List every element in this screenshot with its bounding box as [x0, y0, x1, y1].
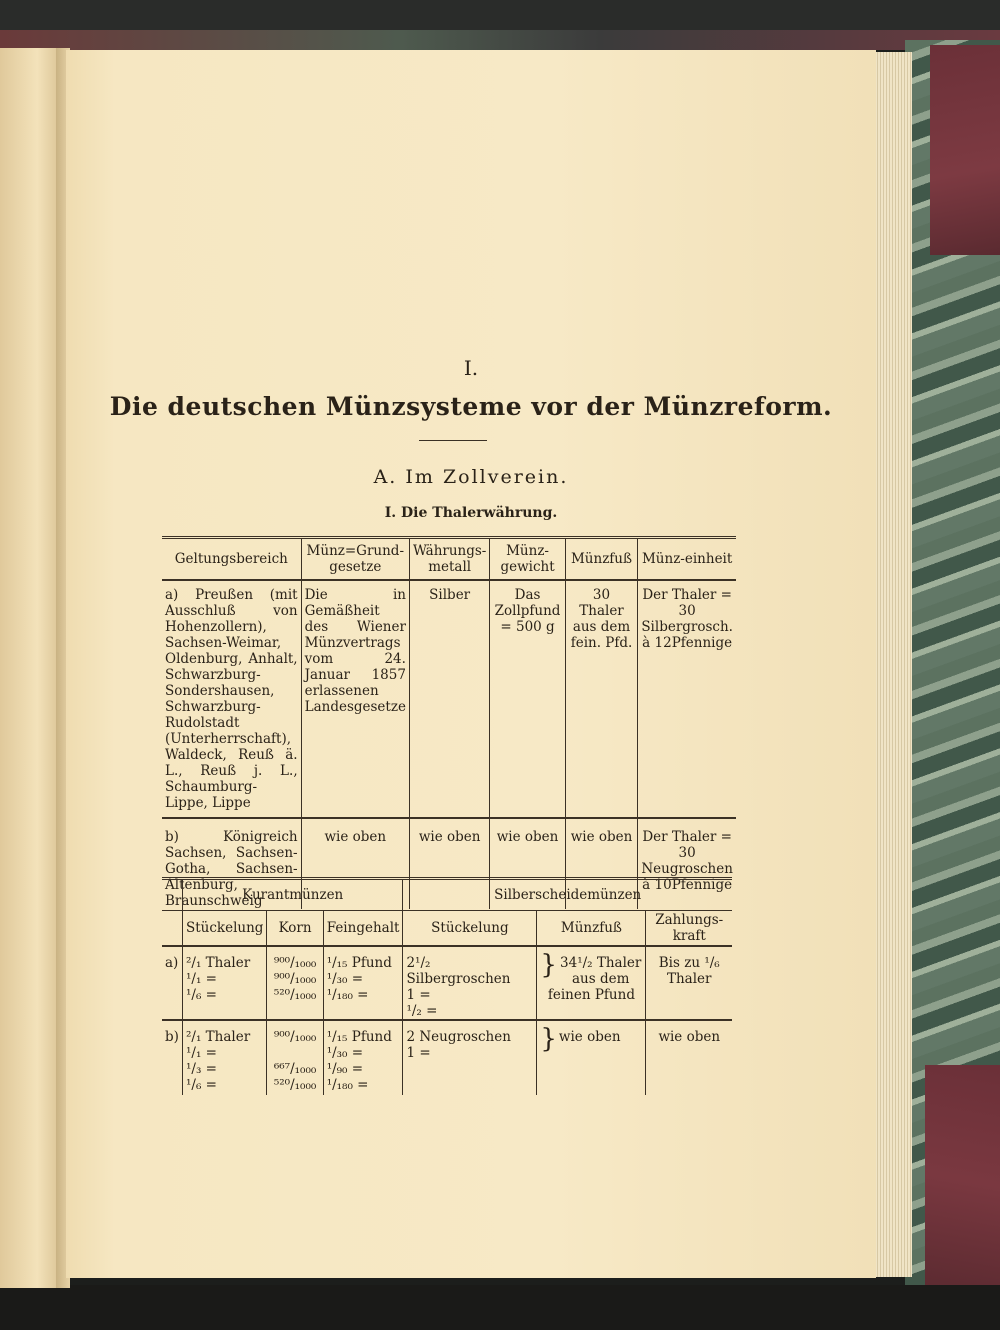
cell-line: ¹/₆ =	[185, 1077, 217, 1093]
cell-line: ⁶⁶⁷/₁₀₀₀	[273, 1061, 317, 1077]
cover-edge	[0, 30, 1000, 50]
table-cell: 30 Thaler aus dem fein. Pfd.	[565, 580, 638, 818]
table-cell: Der Thaler = 30 Silbergrosch. à 12Pfennige	[638, 580, 736, 818]
cell-line: ⁹⁰⁰/₁₀₀₀	[273, 955, 317, 971]
cell-line: ¹/₁₈₀ =	[326, 987, 369, 1003]
table-cell: b) Königreich Sachsen, Sachsen-Gotha, Sachsen-Altenburg, Braunschweig	[165, 829, 298, 909]
row-label: a)	[162, 946, 182, 1020]
column-header: Münz-einheit	[638, 538, 736, 581]
row-label: b)	[165, 1029, 179, 1045]
table-header-row	[162, 911, 732, 947]
table-cell	[182, 946, 266, 1020]
chapter-numeral: I.	[463, 356, 479, 380]
group-header-row	[162, 879, 732, 911]
cell-line: ²/₁ Thaler	[185, 1029, 251, 1045]
section-heading: A. Im Zollverein.	[373, 466, 569, 488]
cell-line: 1 =	[406, 987, 431, 1003]
blank-header	[162, 879, 182, 911]
cell-line: 2 Neugroschen	[406, 1029, 511, 1045]
cell-text: wie oben	[558, 1029, 621, 1045]
right-page	[66, 50, 876, 1278]
table-cell	[267, 1020, 323, 1095]
cell-line: 1 =	[406, 1045, 431, 1061]
cell-line: ¹/₁ =	[185, 971, 217, 987]
table-cell	[403, 946, 537, 1020]
column-header: Geltungsbereich	[162, 538, 301, 581]
brace-glyph: }	[540, 1024, 557, 1054]
column-header: Korn	[267, 911, 323, 947]
cell-line: ²/₁ Thaler	[185, 955, 251, 971]
column-header: Münzfuß	[565, 538, 638, 581]
table-header-row	[162, 538, 736, 581]
group-header: Kurantmünzen	[182, 879, 402, 911]
divider	[419, 440, 487, 441]
cell-line: ⁹⁰⁰/₁₀₀₀	[273, 971, 317, 987]
column-header: Stückelung	[182, 911, 266, 947]
cell-line: ¹/₃ =	[185, 1061, 217, 1077]
table-cell: Bis zu ¹/₆ Thaler	[646, 946, 732, 1020]
coins-table	[162, 877, 732, 1095]
table-cell	[323, 946, 403, 1020]
left-page	[0, 48, 62, 1288]
table-row	[162, 1020, 732, 1095]
table-cell: wie oben	[301, 818, 409, 909]
table-cell: Silber	[409, 580, 489, 818]
table-row	[162, 580, 736, 818]
column-header: Währungs-metall	[409, 538, 489, 581]
table-cell: wie oben	[409, 818, 489, 909]
table-cell: Das Zollpfund = 500 g	[490, 580, 565, 818]
cell-line: ¹/₁ =	[185, 1045, 217, 1061]
column-header: Münzfuß	[537, 911, 646, 947]
table-cell: Der Thaler = 30 Neugroschen à 10Pfennige	[638, 818, 736, 909]
cell-line: ¹/₁₅ Pfund	[326, 1029, 392, 1045]
table-cell	[267, 946, 323, 1020]
leather-corner-bottom	[925, 1065, 1000, 1295]
cell-line: ¹/₁₈₀ =	[326, 1077, 369, 1093]
cell-line: ¹/₂ =	[406, 1003, 438, 1019]
currency-table	[162, 536, 736, 909]
table-cell	[182, 1020, 266, 1095]
table-row	[162, 946, 732, 1020]
table-cell	[323, 1020, 403, 1095]
leather-corner-top	[930, 45, 1000, 255]
table-cell: a) Preußen (mit Ausschluß von Hohenzollern), Sachsen-Weimar, Oldenburg, Anhalt, Schwarzburg-Sondershausen, Schwarzburg-Rudolstadt (Unterherrschaft), Waldeck, Reuß ä. L., Reuß j. L., Schaumburg-Lippe, Lippe	[162, 580, 301, 818]
cell-line: ¹/₆ =	[185, 987, 217, 1003]
cell-line: ⁵²⁰/₁₀₀₀	[273, 1077, 317, 1093]
table-cell	[403, 1020, 537, 1095]
group-header: Silberscheidemünzen	[403, 879, 732, 911]
column-header: Münz=Grund-gesetze	[301, 538, 409, 581]
cell-line	[270, 1045, 319, 1061]
cell-line: ⁵²⁰/₁₀₀₀	[273, 987, 317, 1003]
cell-line: ¹/₁₅ Pfund	[326, 955, 392, 971]
page-edges	[872, 52, 912, 1277]
column-header: Zahlungs-kraft	[646, 911, 732, 947]
column-header: Feingehalt	[323, 911, 403, 947]
table-cell: wie oben	[565, 818, 638, 909]
subsection-heading: I. Die Thalerwährung.	[384, 505, 558, 521]
cell-line: ⁹⁰⁰/₁₀₀₀	[273, 1029, 317, 1045]
table-cell: wie oben	[646, 1020, 732, 1095]
table-cell	[537, 1020, 646, 1095]
cell-line: ¹/₉₀ =	[326, 1061, 364, 1077]
blank-header	[162, 911, 182, 947]
brace-glyph: }	[540, 950, 557, 980]
cell-line: 2¹/₂ Silbergroschen	[406, 955, 511, 987]
cell-line: ¹/₃₀ =	[326, 1045, 364, 1061]
table-cell	[537, 946, 646, 1020]
cell-line: ¹/₃₀ =	[326, 971, 364, 987]
chapter-title: Die deutschen Münzsysteme vor der Münzreform.	[109, 392, 833, 421]
cell-text: 34¹/₂ Thaler aus dem feinen Pfund	[547, 955, 642, 1003]
table-cell: Die in Gemäßheit des Wiener Münzvertrags vom 24. Januar 1857 erlassenen Landesgesetze	[301, 580, 409, 818]
column-header: Stückelung	[403, 911, 537, 947]
background-bottom	[0, 1285, 1000, 1330]
table-cell: wie oben	[490, 818, 565, 909]
column-header: Münz-gewicht	[490, 538, 565, 581]
